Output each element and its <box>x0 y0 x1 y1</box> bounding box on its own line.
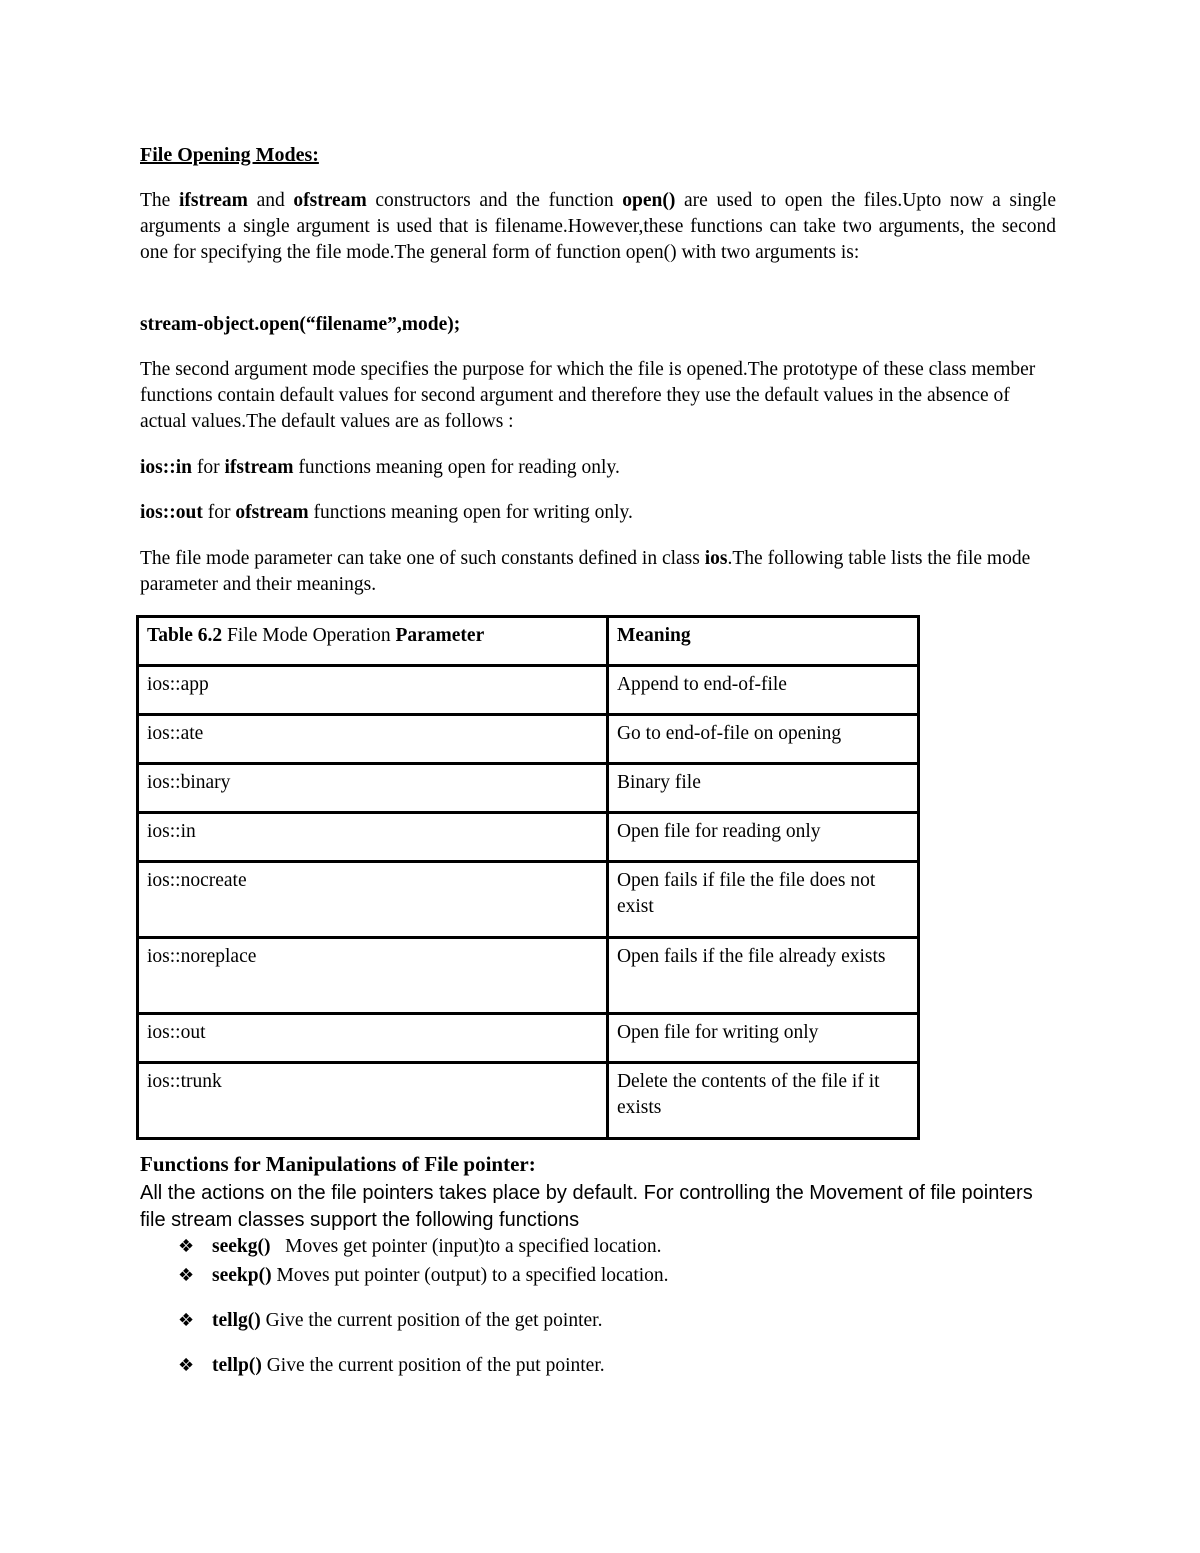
table-cell-param: ios::binary <box>138 764 608 813</box>
function-description: Moves get pointer (input)to a specified location. <box>270 1236 662 1257</box>
paragraph-second-argument: The second argument mode specifies the purpose for which the file is opened.The prototype of these class member functions contain default values for second argument and therefore they use the default values in the absence of actual values.The default values are as follows : <box>140 359 1036 432</box>
table-header-meaning <box>607 617 918 666</box>
keyword-ifstream: ifstream <box>224 457 294 478</box>
function-name: seekp() <box>212 1265 272 1286</box>
function-name: tellg() <box>212 1310 261 1331</box>
table-caption-label: Table 6.2 <box>147 625 223 646</box>
function-name: seekg() <box>212 1236 271 1257</box>
table-row <box>138 666 919 715</box>
table-cell-meaning: Open file for writing only <box>607 1014 918 1063</box>
list-item <box>178 1308 602 1334</box>
table-cell-meaning: Open fails if file the file does not exist <box>607 862 918 938</box>
table-cell-param: ios::nocreate <box>138 862 608 938</box>
text-run: The file mode parameter can take one of such constants defined in class <box>140 548 705 569</box>
text-run: and <box>247 190 294 211</box>
keyword-ios-in: ios::in <box>140 457 193 478</box>
function-description: Give the current position of the get pointer. <box>260 1310 603 1331</box>
text-run: for <box>192 457 225 478</box>
table-cell-meaning: Open fails if the file already exists <box>607 938 918 1014</box>
list-item <box>178 1353 605 1379</box>
table-row <box>138 862 919 938</box>
keyword-ofstream: ofstream <box>235 502 309 523</box>
keyword-ofstream: ofstream <box>293 190 367 211</box>
table-header-parameter-label: Parameter <box>395 625 485 646</box>
function-description: Give the current position of the put pointer. <box>261 1355 605 1376</box>
function-description: Moves put pointer (output) to a specified location. <box>271 1265 669 1286</box>
text-run: .The following table lists the file mode parameter and their meanings. <box>140 548 1031 595</box>
list-item <box>178 1234 661 1260</box>
table-cell-param: ios::trunk <box>138 1063 608 1139</box>
table-row <box>138 764 919 813</box>
file-mode-table <box>136 615 920 1140</box>
keyword-ios-out: ios::out <box>140 502 203 523</box>
text-run: The <box>140 190 179 211</box>
keyword-ifstream: ifstream <box>178 190 248 211</box>
table-header-parameter <box>138 617 608 666</box>
table-cell-meaning: Append to end-of-file <box>607 666 918 715</box>
table-cell-meaning: Binary file <box>607 764 918 813</box>
table-cell-param: ios::in <box>138 813 608 862</box>
text-run: are used to open the files.Upto now a single arguments a single argument is used that is filename.However,these functions can take two arguments, the second one for specifying the file mode.The general form of function open() with two arguments is: <box>140 190 1056 263</box>
function-name: tellp() <box>212 1355 262 1376</box>
diamond-bullet-icon: ❖ <box>178 1310 195 1331</box>
section-title-file-opening-modes: File Opening Modes: <box>140 144 319 166</box>
table-row <box>138 715 919 764</box>
table-row <box>138 1014 919 1063</box>
paragraph-ios-in <box>140 455 1056 481</box>
table-cell-meaning: Go to end-of-file on opening <box>607 715 918 764</box>
diamond-bullet-icon: ❖ <box>178 1355 195 1376</box>
table-header-row <box>138 617 919 666</box>
section-title-file-pointer-functions: Functions for Manipulations of File pointer: <box>140 1152 536 1176</box>
text-run: for <box>202 502 236 523</box>
table-row <box>138 1063 919 1139</box>
paragraph-ios-out <box>140 500 1056 526</box>
keyword-ios: ios <box>704 548 728 569</box>
paragraph-file-mode-parameter <box>140 546 1056 598</box>
table-cell-param: ios::app <box>138 666 608 715</box>
paragraph-intro <box>140 188 1056 266</box>
table-header-meaning-label: Meaning <box>616 625 691 646</box>
diamond-bullet-icon: ❖ <box>178 1236 195 1257</box>
table-cell-param: ios::ate <box>138 715 608 764</box>
table-caption-text: File Mode Operation <box>222 625 396 646</box>
text-run: functions meaning open for reading only. <box>293 457 620 478</box>
syntax-code: stream-object.open(“filename”,mode); <box>140 314 461 335</box>
text-run: functions meaning open for writing only. <box>308 502 633 523</box>
table-row <box>138 938 919 1014</box>
table-cell-param: ios::noreplace <box>138 938 608 1014</box>
syntax-line <box>140 312 1056 338</box>
paragraph-file-pointer-intro: All the actions on the file pointers takes place by default. For controlling the Movement of file pointers file stream classes support the following functions <box>140 1182 1033 1231</box>
table-cell-meaning: Open file for reading only <box>607 813 918 862</box>
keyword-open: open() <box>622 190 676 211</box>
text-run: constructors and the function <box>366 190 623 211</box>
table-row <box>138 813 919 862</box>
table-cell-meaning: Delete the contents of the file if it exists <box>607 1063 918 1139</box>
list-item <box>178 1263 669 1289</box>
table-cell-param: ios::out <box>138 1014 608 1063</box>
diamond-bullet-icon: ❖ <box>178 1265 195 1286</box>
